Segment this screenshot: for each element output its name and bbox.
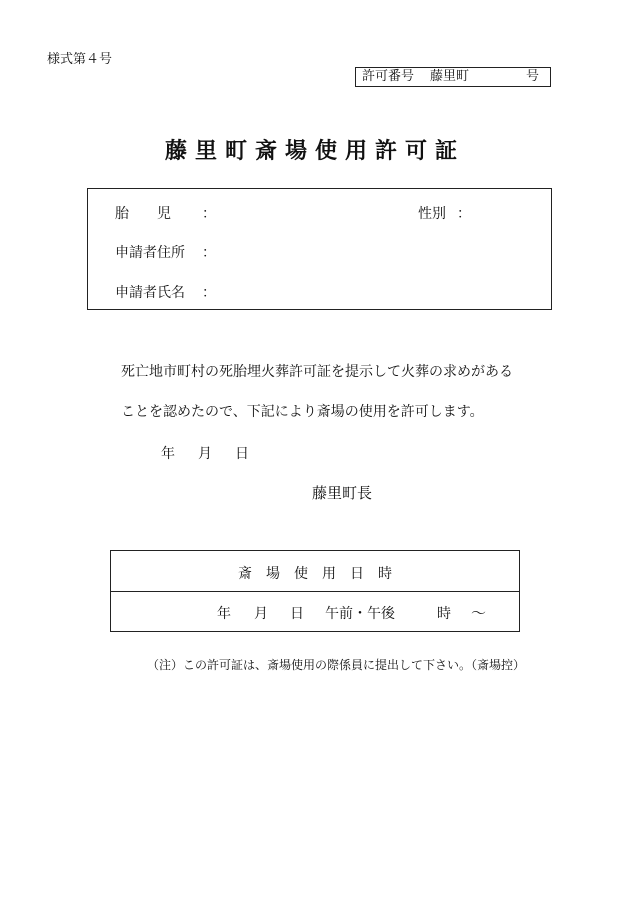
usage-datetime-box [110,550,520,632]
name-colon: ： [202,285,216,301]
body-line-1: 死亡地市町村の死胎埋火葬許可証を提示して火葬の求めがある [121,364,513,380]
permit-number-box [355,67,551,87]
applicant-info-box [87,188,552,310]
document-title: 藤里町斎場使用許可証 [164,139,465,164]
address-label: 申請者住所 [115,245,185,261]
issuer-mayor: 藤里町長 [312,484,373,502]
permit-number-label: 許可番号 [362,69,415,84]
usage-year: 年 [217,606,231,622]
usage-hour: 時 [437,606,451,622]
usage-header: 斎 場 使 用 日 時 [238,566,392,582]
permit-number-town: 藤里町 [430,69,470,84]
fetus-colon: ： [202,206,216,222]
date-month: 月 [198,446,212,462]
address-colon: ： [202,245,216,261]
footnote: （注）この許可証は、斎場使用の際係員に提出して下さい。（斎場控） [147,658,526,672]
form-number: 様式第４号 [47,52,113,67]
gender-label: 性別 [418,206,446,222]
gender-colon: ： [457,206,471,222]
date-year: 年 [161,446,175,462]
fetus-label: 胎 児 [115,206,171,222]
permit-number-suffix: 号 [526,69,540,84]
date-day: 日 [235,446,249,462]
usage-day: 日 [290,606,304,622]
usage-tilde: ～ [471,604,487,622]
usage-divider [111,591,519,592]
usage-am-pm: 午前・午後 [325,606,395,622]
name-label: 申請者氏名 [115,285,185,301]
body-line-2: ことを認めたので、下記により斎場の使用を許可します。 [121,404,484,420]
usage-month: 月 [254,606,268,622]
